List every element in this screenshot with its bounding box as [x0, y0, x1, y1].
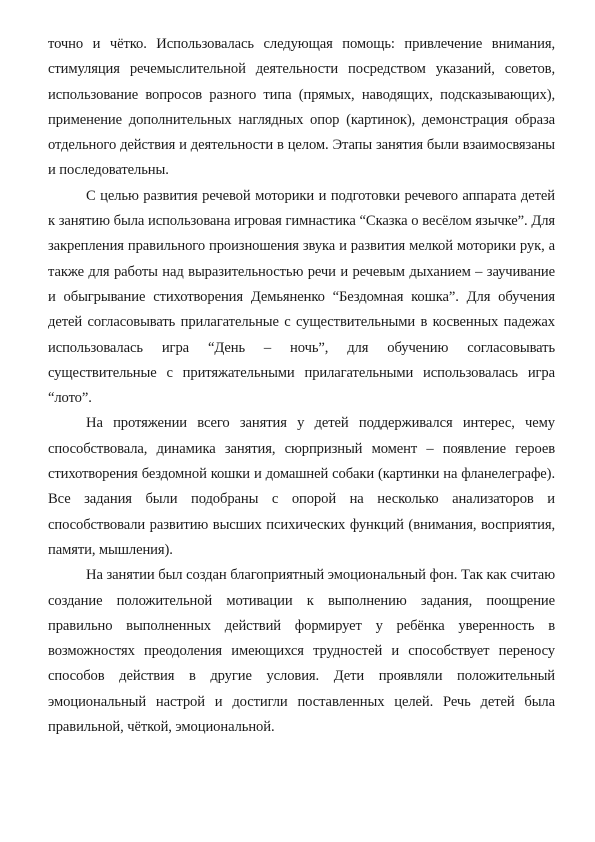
paragraph-3: На протяжении всего занятия у детей поддерживался интерес, чему способствовала, динамика занятия, сюрпризный момент – появление героев стихотворения бездомной кошки и домашней собаки (картинки на фланелеграфе). Все задания были подобраны с опорой на несколько анализаторов и способствовали развитию высших психических функций (внимания, восприятия, памяти, мышления). [48, 415, 555, 558]
paragraph-1: точно и чётко. Использовалась следующая помощь: привлечение внимания, стимуляция речемыслительной деятельности посредством указаний, советов, использование вопросов разного типа (прямых, наводящих, подсказывающих), применение дополнительных наглядных опор (картинок), демонстрация образа отдельного действия и деятельности в целом. Этапы занятия были взаимосвязаны и последовательны. [48, 36, 555, 179]
paragraph-2: С целью развития речевой моторики и подготовки речевого аппарата детей к занятию была использована игровая гимнастика “Сказка о весёлом язычке”. Для закрепления правильного произношения звука и развития мелкой моторики рук, а также для работы над выразительностью речи и речевым дыханием – заучивание и обыгрывание стихотворения Демьяненко “Бездомная кошка”. Для обучения детей согласовывать прилагательные с существительными в косвенных падежах использовалась игра “День – ночь”, для обучению согласовывать существительные с притяжательными прилагательными использовалась игра “лото”. [48, 187, 555, 407]
paragraph-4: На занятии был создан благоприятный эмоциональный фон. Так как считаю создание положительной мотивации к выполнению задания, поощрение правильно выполненных действий формирует у ребёнка уверенность в возможностях преодоления имеющихся трудностей и способствует переносу способов действия в другие условия. Дети проявляли положительный эмоциональный настрой и достигли поставленных целей. Речь детей была правильной, чёткой, эмоциональной. [48, 567, 555, 736]
document-body [48, 32, 555, 740]
